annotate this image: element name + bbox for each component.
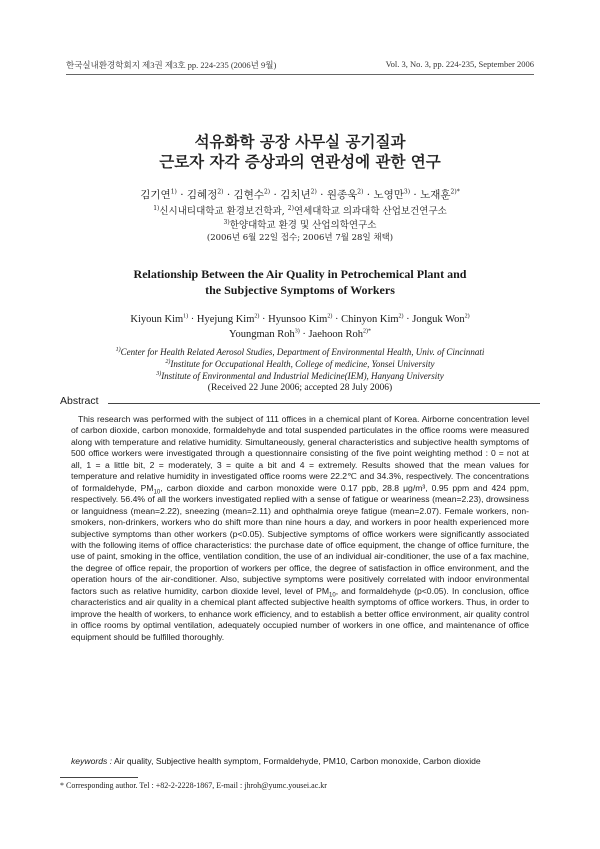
author-separator: · (188, 314, 197, 325)
english-title-line-1: Relationship Between the Air Quality in Petrochemical Plant and (133, 267, 467, 281)
author-affil-mark: 2) (254, 313, 260, 320)
keywords-label: keywords : (71, 756, 113, 766)
affil-mark: 3) (223, 218, 230, 226)
affiliation-text: 신시내티대학교 환경보건학과, (159, 206, 288, 217)
korean-title-line-1: 석유화학 공장 사무실 공기질과 (194, 133, 406, 151)
abstract-text: , carbon dioxide and carbon monoxide were 0.17 ppb, 28.8 μg/m³, 0.95 ppm and 424 ppm, respectively. 56.4% of all the workers investigated replied with a sense of fatigue or weariness (mean=2.23), drowsiness or languidness (mean=2.22), sneezing (mean=2.11) and ophthalmia oreye fatigue (mean=2.07). Female workers, non-smokers, non-drinkers, workers who do shift more than nine hours a day, and workers in poor health experienced more subjective symptoms than other workers (p<0.05). Subjective symptoms of office workers were significantly associated with the following items of office characteristics: the purchase date of office equipment, the change of office furniture, the use of paint, smoking in the office, ventilation condition, the use of an individual air-conditioner, the use of a fax machine, the degree of office repair, the proportion of workers per office, the degree of satisfaction in office environment, and the operation hours of the air-conditioner. Also, subjective symptoms were positively correlated with indoor environmental factors such as relative humidity, carbon dioxide level, level of PM (71, 482, 529, 596)
affiliation-text: 한양대학교 환경 및 산업의학연구소 (229, 220, 377, 231)
affil-mark: 1) (115, 347, 121, 353)
author-name: Jaehoon Roh (308, 329, 364, 340)
english-received-date: (Received 22 June 2006; accepted 28 July 2006) (207, 383, 393, 393)
author-separator: · (226, 189, 234, 201)
author-affil-mark: 2) (464, 313, 470, 320)
author-name: Kiyoun Kim (130, 314, 184, 325)
author-name: 노재훈 (420, 189, 451, 201)
author-name: 김기연 (140, 189, 171, 201)
english-authors-line-2 (0, 329, 600, 340)
author-separator: · (273, 189, 281, 201)
header-rule (66, 74, 534, 75)
author-name: Jonguk Won (412, 314, 465, 325)
author-separator: · (320, 189, 327, 201)
affiliation-text: Institute of Environmental and Industrial Medicine(IEM), Hanyang University (161, 371, 444, 381)
author-name: Hyejung Kim (196, 314, 255, 325)
header-journal-english: Vol. 3, No. 3, pp. 224-235, September 2006 (385, 59, 534, 69)
author-name: Hyunsoo Kim (268, 314, 328, 325)
corresponding-author-footnote: * Corresponding author. Tel : +82-2-2228-1867, E-mail : jhroh@yumc.yousei.ac.kr (60, 781, 327, 790)
header-journal-korean: 한국실내환경학회지 제3권 제3호 pp. 224-235 (2006년 9월) (66, 60, 277, 70)
author-name: 노영만 (373, 189, 404, 201)
author-name: 김치년 (280, 189, 311, 201)
author-affil-mark: 2) (327, 313, 333, 320)
korean-affiliation-line-2 (0, 217, 600, 231)
korean-affiliation-line-1 (0, 203, 600, 217)
author-separator: · (299, 329, 309, 340)
abstract-text: , and formaldehyde (p<0.05). In conclusion, office characteristics and air quality in a chemical plant affected subjective health symptoms of office workers. Thus, in order to improve the health of workers, to enhance work efficiency, and to establish a better office environment, air quality control in office rooms by optimal ventilation, adequately occupied number of workers in one office, and maintenance of office equipment should be fulfilled thoroughly. (71, 585, 529, 642)
author-separator: · (413, 189, 421, 201)
abstract-body (71, 414, 529, 643)
affil-mark: 1) (153, 204, 160, 212)
author-name: Youngman Roh (228, 329, 295, 340)
english-affiliation-1 (0, 347, 600, 357)
author-separator: · (180, 189, 187, 201)
affiliation-text: 연세대학교 의과대학 산업보건연구소 (293, 206, 447, 217)
author-affil-mark: 2) (217, 188, 224, 196)
author-affil-mark: 2) (357, 188, 364, 196)
author-affil-mark: 2) (310, 188, 317, 196)
author-separator: · (332, 314, 342, 325)
author-affil-mark: 2)* (450, 188, 460, 196)
english-authors-line-1 (0, 314, 600, 325)
author-separator: · (366, 189, 374, 201)
author-name: 김현수 (233, 189, 264, 201)
abstract-text: This research was performed with the subject of 111 offices in a chemical plant of Korea. Airborne concentration level of carbon dioxide, carbon monoxide, formaldehyde and total suspended particulates in the office rooms were measured along with temperature and relative humidity. Simultaneously, general characteristics and subjective health symptoms of 500 office workers were investigated through a questionnaire consisting of the five point weighting method : 0 = not at all, 1 = a little bit, 2 = moderately, 3 = quite a bit and 4 = extremely. Results showed that the mean values for temperature and relative humidity in investigated office rooms were 22.2℃ and 34.3%, respectively. The concentrations of formaldehyde, PM (71, 414, 529, 493)
author-affil-mark: 3) (403, 188, 411, 196)
affiliation-text: Center for Health Related Aerosol Studies, Department of Environmental Health, Univ. of Cincinnati (120, 347, 485, 357)
subscript: 10 (153, 489, 161, 496)
english-affiliation-3 (0, 371, 600, 381)
affil-mark: 2) (287, 204, 294, 212)
author-affil-mark: 2)* (363, 328, 372, 335)
keywords (71, 756, 541, 766)
subscript: 10 (329, 592, 336, 599)
running-header (66, 59, 534, 71)
footnote-rule (60, 777, 138, 778)
author-name: 원종욱 (326, 189, 358, 201)
author-affil-mark: 1) (170, 188, 177, 196)
korean-received-date: (2006년 6월 22일 접수; 2006년 7월 28일 채택) (206, 233, 394, 243)
affiliation-text: Institute for Occupational Health, College of medicine, Yonsei University (170, 359, 435, 369)
author-name: Chinyon Kim (341, 314, 399, 325)
affil-mark: 3) (156, 371, 162, 377)
abstract-rule (108, 403, 540, 404)
author-name: 김혜정 (186, 189, 218, 201)
author-affil-mark: 2) (263, 188, 271, 196)
author-affil-mark: 3) (294, 328, 300, 335)
affil-mark: 2) (165, 359, 171, 365)
author-affil-mark: 1) (183, 313, 189, 320)
keywords-text: Air quality, Subjective health symptom, Formaldehyde, PM10, Carbon monoxide, Carbon dioxide (114, 756, 481, 766)
korean-authors (0, 187, 600, 202)
english-affiliation-2 (0, 359, 600, 369)
author-separator: · (259, 314, 269, 325)
english-title-line-2: the Subjective Symptoms of Workers (205, 283, 395, 297)
abstract-heading: Abstract (60, 395, 99, 407)
author-separator: · (403, 314, 413, 325)
author-affil-mark: 2) (398, 313, 404, 320)
korean-title-line-2: 근로자 자각 증상과의 연관성에 관한 연구 (159, 153, 441, 171)
